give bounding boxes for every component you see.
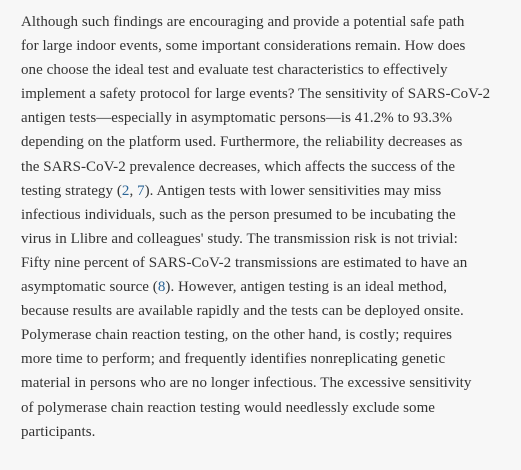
text-line: one choose the ideal test and evaluate test characteristics to effectively <box>21 62 448 79</box>
text-line <box>21 275 515 299</box>
text-line: because results are available rapidly and the tests can be deployed onsite. <box>21 303 464 320</box>
text-line: of polymerase chain reaction testing would needlessly exclude some <box>21 399 436 416</box>
text-segment: ). However, antigen testing is an ideal method, <box>165 279 448 296</box>
reference-link-7[interactable]: 7 <box>137 182 145 199</box>
text-line <box>21 179 515 203</box>
text-line: more time to perform; and frequently identifies nonreplicating genetic <box>21 351 446 368</box>
text-line: material in persons who are no longer infectious. The excessive sensitivity <box>21 375 472 392</box>
text-line: antigen tests—especially in asymptomatic persons—is 41.2% to 93.3% <box>21 110 453 127</box>
text-line: participants. <box>21 423 96 440</box>
text-line: for large indoor events, some important considerations remain. How does <box>21 38 466 55</box>
text-line: Although such findings are encouraging and provide a potential safe path <box>21 14 465 30</box>
text-line: infectious individuals, such as the person presumed to be incubating the <box>21 206 456 223</box>
text-segment: asymptomatic source ( <box>21 279 158 296</box>
text-segment: , <box>129 182 138 199</box>
text-line: implement a safety protocol for large events? The sensitivity of SARS-CoV-2 <box>21 86 491 103</box>
text-segment: ). Antigen tests with lower sensitivities may miss <box>144 182 442 199</box>
text-line: Polymerase chain reaction testing, on the other hand, is costly; requires <box>21 327 453 344</box>
text-line: the SARS-CoV-2 prevalence decreases, which affects the success of the <box>21 158 456 175</box>
reference-link-8[interactable]: 8 <box>157 279 166 296</box>
text-line: virus in Llibre and colleagues' study. The transmission risk is not trivial: <box>21 230 458 247</box>
text-line: Fifty nine percent of SARS-CoV-2 transmissions are estimated to have an <box>21 254 468 271</box>
reference-link-2[interactable]: 2 <box>121 182 130 199</box>
text-segment: testing strategy ( <box>21 182 122 199</box>
text-line: depending on the platform used. Furthermore, the reliability decreases as <box>21 134 463 151</box>
